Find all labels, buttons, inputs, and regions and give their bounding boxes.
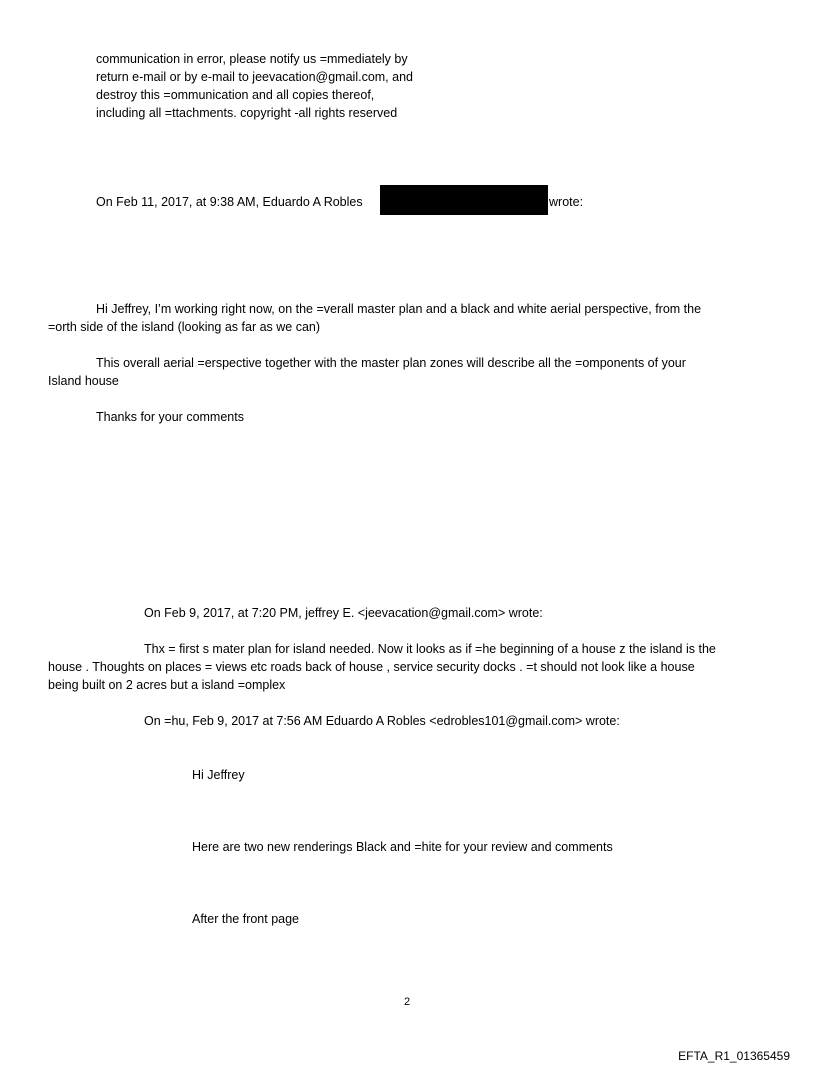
email-header-feb11: On Feb 11, 2017, at 9:38 AM, Eduardo A Robles: [96, 195, 363, 209]
email-header-feb9-eduardo: On =hu, Feb 9, 2017 at 7:56 AM Eduardo A Robles <edrobles101@gmail.com> wrote:: [144, 714, 620, 728]
redaction-box: [380, 185, 548, 215]
message-feb11-p2-line1: This overall aerial =erspective together with the master plan zones will describe all the =omponents of your: [96, 356, 686, 370]
message-feb11-p1-line2: =orth side of the island (looking as far as we can): [48, 320, 321, 334]
email-header-feb11-suffix: wrote:: [549, 195, 584, 209]
message-feb9-jeffrey-line1: Thx = first s mater plan for island needed. Now it looks as if =he beginning of a house z the island is the: [144, 642, 716, 656]
message-feb11-p3: Thanks for your comments: [96, 410, 244, 424]
document-id: EFTA_R1_01365459: [678, 1049, 790, 1063]
message-feb9-jeffrey-line3: being built on 2 acres but a island =omplex: [48, 678, 286, 692]
email-header-feb9-jeffrey: On Feb 9, 2017, at 7:20 PM, jeffrey E. <jeevacation@gmail.com> wrote:: [144, 606, 543, 620]
disclaimer-line-4: including all =ttachments. copyright -all rights reserved: [96, 106, 398, 120]
page-number: 2: [404, 996, 411, 1008]
message-feb11-p2-line2: Island house: [48, 374, 119, 388]
disclaimer-line-1: communication in error, please notify us =mmediately by: [96, 52, 408, 66]
message-feb9-eduardo-greeting: Hi Jeffrey: [192, 768, 245, 782]
message-feb9-jeffrey-line2: house . Thoughts on places = views etc roads back of house , service security docks . =t should not look like a house: [48, 660, 695, 674]
message-feb9-eduardo-closing: After the front page: [192, 912, 300, 926]
disclaimer-line-3: destroy this =ommunication and all copies thereof,: [96, 88, 375, 102]
message-feb9-eduardo-body: Here are two new renderings Black and =hite for your review and comments: [192, 840, 613, 854]
disclaimer-line-2: return e-mail or by e-mail to jeevacation@gmail.com, and: [96, 70, 413, 84]
message-feb11-p1-line1: Hi Jeffrey, I’m working right now, on the =verall master plan and a black and white aerial perspective, from the: [96, 302, 702, 316]
